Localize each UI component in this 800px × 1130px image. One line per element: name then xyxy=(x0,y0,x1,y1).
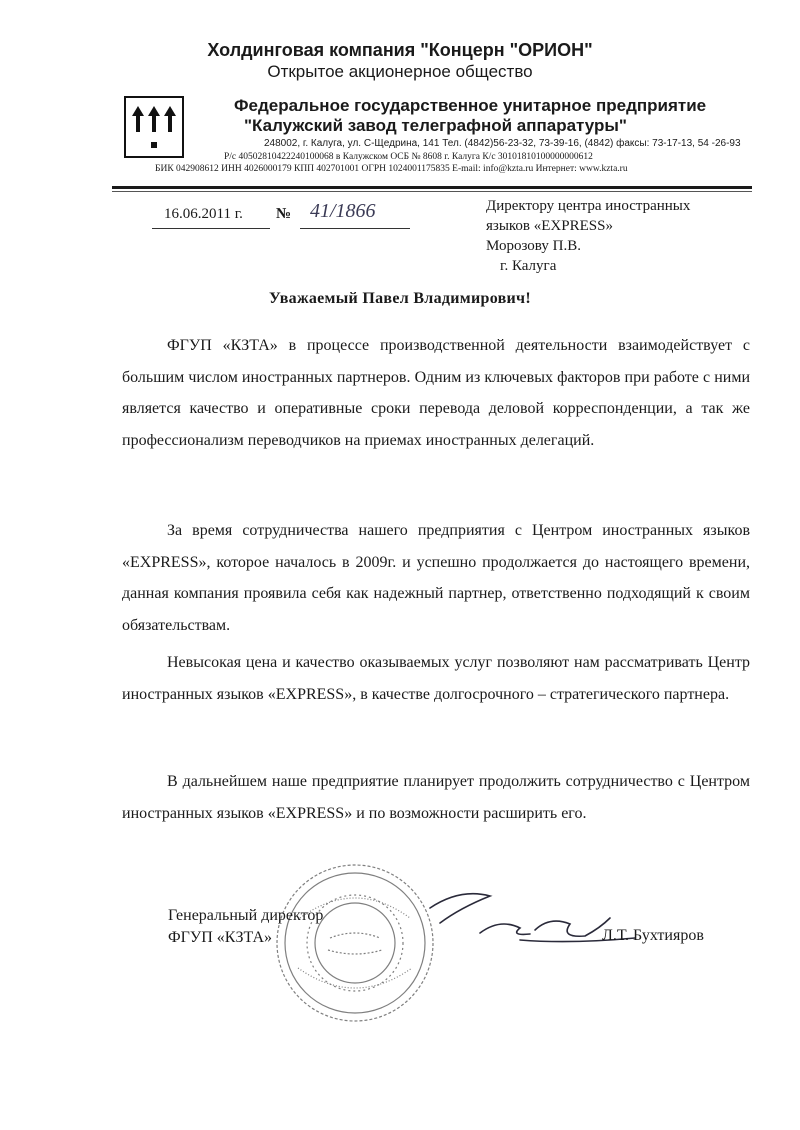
recipient-line1: Директору центра иностранных xyxy=(486,198,691,214)
three-arrows-up-logo-icon xyxy=(124,96,184,158)
paragraph-4-text: В дальнейшем наше предприятие планирует продолжить сотрудничество с Центром иностранных языков «EXPRESS» и по возможности расширить его. xyxy=(122,773,750,822)
holding-name: Холдинговая компания "Концерн "ОРИОН" xyxy=(207,40,593,60)
enterprise-title-line2: "Калужский завод телеграфной аппаратуры" xyxy=(244,116,627,135)
letter-date: 16.06.2011 г. xyxy=(164,206,243,222)
paragraph-2-text: За время сотрудничества нашего предприятия с Центром иностранных языков «EXPRESS», которое началось в 2009г. и успешно продолжается до настоящего времени, данная компания проявила себя как надежный партнер, ответственно подходящий к своим обязательствам. xyxy=(122,522,750,634)
bank-details-line2: БИК 042908612 ИНН 4026000179 КПП 402701001 ОГРН 1024001175835 E-mail: info@kzta.ru Интернет: www.kzta.ru xyxy=(155,164,628,174)
paragraph-1-text: ФГУП «КЗТА» в процессе производственной деятельности взаимодействует с большим числом иностранных партнеров. Одним из ключевых факторов при работе с ними является качество и оперативные сроки перевода деловой корреспонденции, а так же профессионализм переводчиков на приемах иностранных делегаций. xyxy=(122,337,750,449)
paragraph-2 xyxy=(122,515,750,641)
bank-details-line1: Р/с 40502810422240100068 в Калужском ОСБ № 8608 г. Калуга К/с 30101810100000000612 xyxy=(224,152,593,162)
recipient-name: Морозову П.В. xyxy=(486,238,581,254)
salutation: Уважаемый Павел Владимирович! xyxy=(268,290,532,307)
date-underline xyxy=(152,228,270,229)
handwritten-signature-icon xyxy=(420,878,640,958)
signatory-position: Генеральный директор xyxy=(168,907,324,924)
number-sign: № xyxy=(276,206,292,222)
enterprise-title-line1: Федеральное государственное унитарное предприятие xyxy=(234,96,707,115)
signatory-title xyxy=(168,905,323,949)
company-address: 248002, г. Калуга, ул. С-Щедрина, 141 Тел. (4842)56-23-32, 73-39-16, (4842) факсы: 73-17-13, 54 -26-93 xyxy=(264,138,741,149)
company-type: Открытое акционерное общество xyxy=(267,62,533,81)
outgoing-number: 41/1866 xyxy=(310,200,376,222)
header-divider-thin xyxy=(112,191,752,192)
paragraph-1 xyxy=(122,330,750,456)
number-underline xyxy=(300,228,410,229)
signatory-name: Л.Т. Бухтияров xyxy=(602,927,704,944)
paragraph-4 xyxy=(122,766,750,829)
recipient-block xyxy=(486,196,690,276)
paragraph-3 xyxy=(122,647,750,710)
recipient-city: г. Калуга xyxy=(500,258,557,274)
signatory-organization: ФГУП «КЗТА» xyxy=(168,929,272,946)
paragraph-3-text: Невысокая цена и качество оказываемых услуг позволяют нам рассматривать Центр иностранных языков «EXPRESS», в качестве долгосрочного – стратегического партнера. xyxy=(122,654,750,703)
recipient-line2: языков «EXPRESS» xyxy=(486,218,613,234)
header-divider-thick xyxy=(112,186,752,189)
